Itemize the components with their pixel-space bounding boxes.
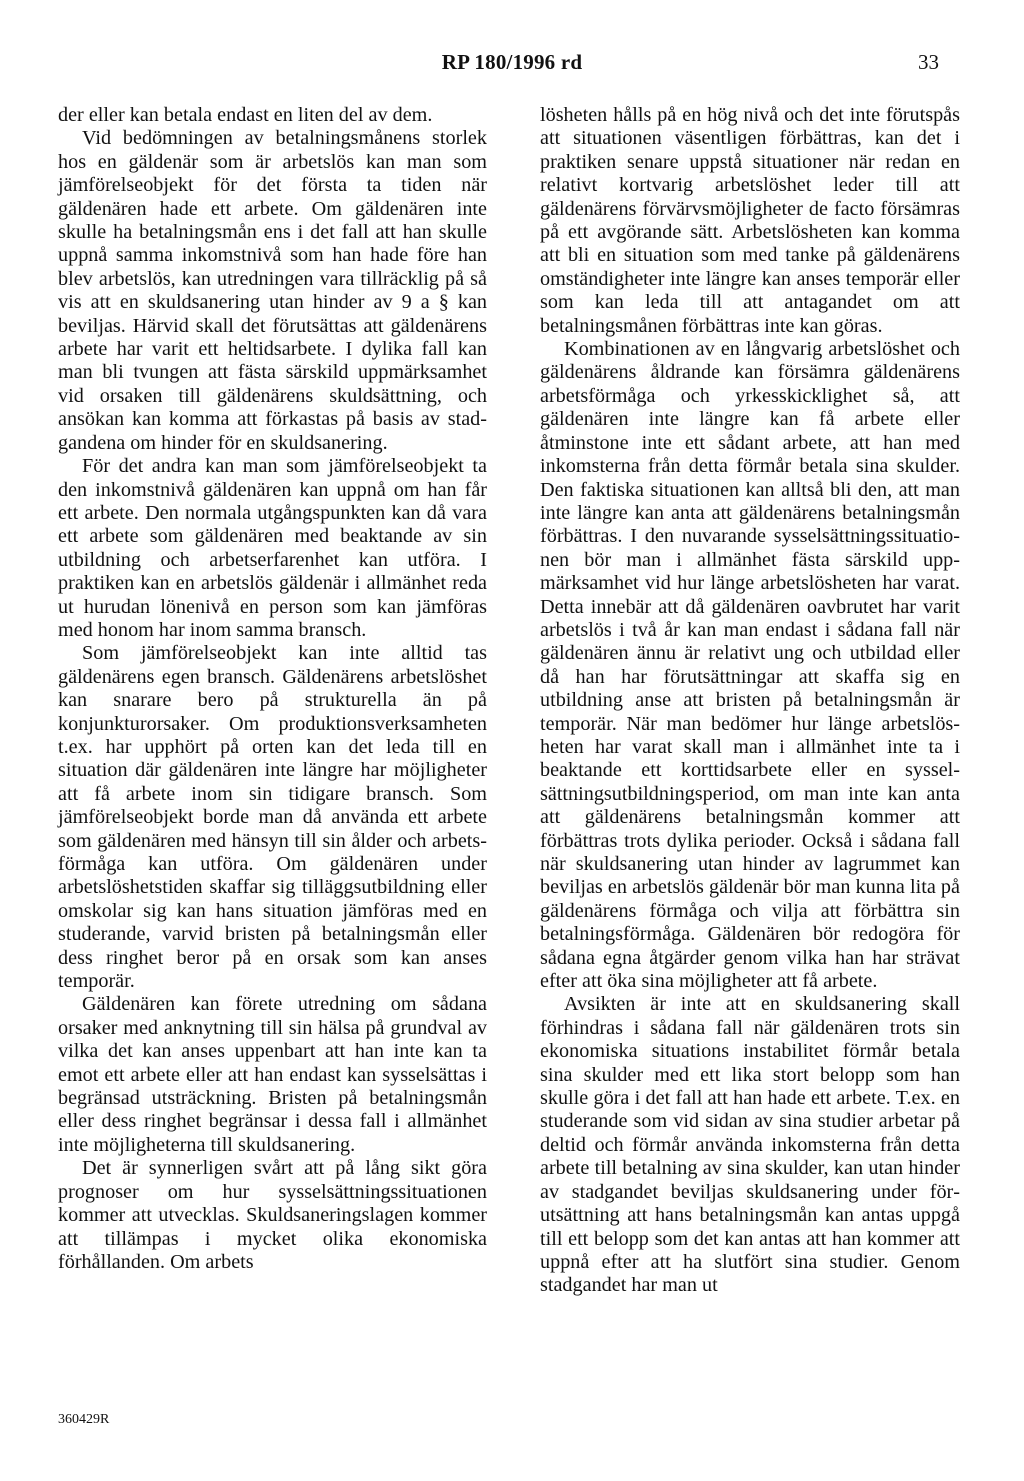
paragraph: För det andra kan man som jämförelseobjekt ta den inkomstnivå gäldenären kan uppnå om han får ett arbete. Den normala utgångspunkten kan då vara ett arbete som gäldenären med beaktande av sin utbildning och arbetserfarenhet kan utföra. I praktiken kan en arbetslös gäldenär i allmänhet reda ut hurudan lönenivå en person som kan jämföras med honom har inom samma bransch. bbox=[58, 455, 487, 641]
paragraph: Som jämförelseobjekt kan inte alltid tas gäldenärens egen bransch. Gäldenärens arbetslöshet kan snarare bero på strukturella än på konjunkturorsaker. Om produktionsverksamheten t.ex. har upphört på orten kan det leda till en situation där gäldenären inte längre har möjligheter att få arbete inom sin tidigare bransch. Som jämförelseobjekt borde man då använda ett arbete som gäldenären med hänsyn till sin ålder och arbetsförmåga kan utföra. Om gäldenären under arbetslöshetstiden skaffar sig tilläggsutbildning eller omskolar sig kan hans situation jämföras med en studerande, varvid bristen på betalningsmån eller dess ringhet beror på en orsak som kan anses temporär. bbox=[58, 642, 487, 993]
paragraph: Vid bedömningen av betalningsmånens storlek hos en gäldenär som är arbetslös kan man som jämförelseobjekt för det första ta tiden när gäldenären hade ett arbete. Om gäldenären inte skulle ha betalningsmån ens i det fall att han skulle uppnå samma inkomstnivå som han hade före han blev arbetslös, kan utredningen vara tillräcklig på så vis att en skuldsanering utan hinder av 9 a § kan beviljas. Härvid skall det förutsättas att gäldenärens arbete har varit ett heltidsarbete. I dylika fall kan man bli tvungen att fästa särskild uppmärksamhet vid orsaken till gäldenärens skuldsättning, och ansökan kan komma att förkastas på basis av stadgandena om hinder för en skuldsanering. bbox=[58, 127, 487, 454]
right-column bbox=[540, 104, 960, 1298]
paragraph: der eller kan betala endast en liten del av dem. bbox=[58, 104, 433, 126]
paragraph: Kombinationen av en långvarig arbetslöshet och gäldenärens åldrande kan försämra gäldenärens arbetsförmåga och yrkesskicklighet så, att gäldenären inte längre kan få arbete eller åtminstone inte ett sådant arbete, att han med inkomsterna från detta förmår betala sina skulder. Den faktiska situationen kan alltså bli den, att man inte längre kan anta att gäldenärens betalningsmån förbättras. I den nuvarande sysselsättningssituationen bör man i allmänhet fästa särskild uppmärksamhet vid hur länge arbetslösheten har varat. Detta innebär att då gäldenären oavbrutet har varit arbetslös i två år kan man endast i sådana fall när gäldenären ännu är relativt ung och utbildad eller då han har förutsättningar att skaffa sig en utbildning anse att bristen på betalningsmån är temporär. När man bedömer hur länge arbetslösheten har varat skall man i allmänhet inte ta i beaktande ett korttidsarbete eller en sysselsättningsutbildningsperiod, om man inte kan anta att gäldenärens betalningsmån kommer att förbättras trots dylika perioder. Också i sådana fall när skuldsanering utan hinder av lagrummet kan beviljas en arbetslös gäldenär bör man kunna lita på gäldenärens förmåga och vilja att förbättra sin betalningsförmåga. Gäldenären bör redogöra för sådana egna åtgärder genom vilka han har strävat efter att öka sina möjligheter att få arbete. bbox=[540, 338, 960, 993]
paragraph: lösheten hålls på en hög nivå och det inte förutspås att situationen väsentligen förbättras, kan det i praktiken senare uppstå situationer när redan en relativt kortvarig arbetslöshet leder till att gäldenärens förvärvsmöjligheter de facto försämras på ett avgörande sätt. Arbetslösheten kan komma att bli en situation som med tanke på gäldenärens omständigheter inte längre kan anses temporär eller som kan leda till att antagandet om att betalningsmånen förbättras inte kan göras. bbox=[540, 104, 960, 337]
page-number: 33 bbox=[918, 50, 939, 74]
paragraph: Det är synnerligen svårt att på lång sikt göra prognoser om hur sysselsättningssituationen kommer att utvecklas. Skuldsaneringslagen kommer att tillämpas i mycket olika ekonomiska förhållanden. Om arbets bbox=[58, 1157, 487, 1273]
paragraph: Avsikten är inte att en skuldsanering skall förhindras i sådana fall när gäldenären trots sin ekonomiska situations instabilitet förmår betala sina skulder med ett lika stort belopp som han skulle göra i det fall att han hade ett arbete. T.ex. en studerande som vid sidan av sina studier arbetar på deltid och förmår använda inkomsterna från detta arbete till betalning av sina skulder, kan utan hinder av stadgandet beviljas skuldsanering under förutsättning att hans betalningsmån kan antas uppgå till ett belopp som det kan antas att han kommer att uppnå efter att ha slutfört sina studier. Genom stadgandet har man ut bbox=[540, 993, 960, 1297]
paragraph: Gäldenären kan förete utredning om sådana orsaker med anknytning till sin hälsa på grundval av vilka det kan anses uppenbart att han inte kan ta emot ett arbete eller att han endast kan sysselsättas i begränsad utsträckning. Bristen på betalningsmån eller dess ringhet begränsar i dessa fall i allmänhet inte möjligheterna till skuldsanering. bbox=[58, 993, 487, 1156]
left-column bbox=[58, 104, 487, 1274]
document-reference-header: RP 180/1996 rd bbox=[441, 50, 583, 74]
footer-print-code: 360429R bbox=[58, 1412, 110, 1427]
